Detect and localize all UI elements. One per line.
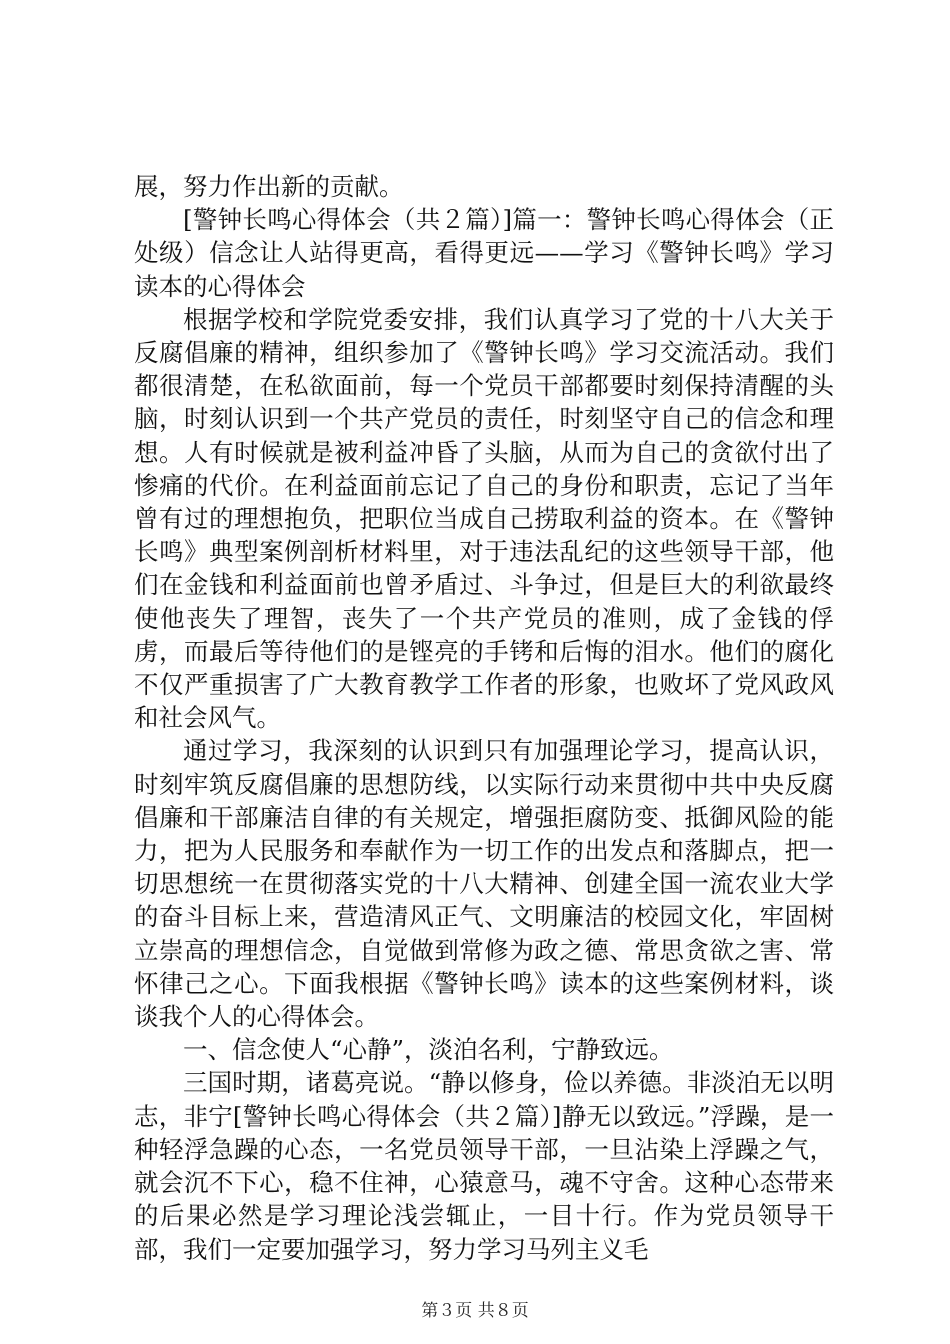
section-heading-1: 一、信念使人“心静”，淡泊名利，宁静致远。	[183, 1035, 674, 1065]
document-body	[134, 170, 834, 1266]
paragraph-body-1: 根据学校和学院党委安排，我们认真学习了党的十八大关于反腐倡廉的精神，组织参加了《警钟长鸣》学习交流活动。我们都很清楚，在私欲面前，每一个党员干部都要时刻保持清醒的头脑，时刻认识到一个共产党员的责任，时刻坚守自己的信念和理想。人有时候就是被利益冲昏了头脑，从而为自己的贪欲付出了惨痛的代价。在利益面前忘记了自己的身份和职责，忘记了当年曾有过的理想抱负，把职位当成自己捞取利益的资本。在《警钟长鸣》典型案例剖析材料里，对于违法乱纪的这些领导干部，他们在金钱和利益面前也曾矛盾过、斗争过，但是巨大的利欲最终使他丧失了理智，丧失了一个共产党员的准则，成了金钱的俘虏，而最后等待他们的是铿亮的手铐和后悔的泪水。他们的腐化不仅严重损害了广大教育教学工作者的形象，也败坏了党风政风和社会风气。	[134, 304, 834, 733]
paragraph-heading: [警钟长鸣心得体会（共２篇）]篇一：警钟长鸣心得体会（正处级）信念让人站得更高，看得更远——学习《警钟长鸣》学习读本的心得体会	[134, 205, 834, 301]
paragraph-body-2: 通过学习，我深刻的认识到只有加强理论学习，提高认识，时刻牢筑反腐倡廉的思想防线，以实际行动来贯彻中共中央反腐倡廉和干部廉洁自律的有关规定，增强拒腐防变、抵御风险的能力，把为人民服务和奉献作为一切工作的出发点和落脚点，把一切思想统一在贯彻落实党的十八大精神、创建全国一流农业大学的奋斗目标上来，营造清风正气、文明廉洁的校园文化，牢固树立崇高的理想信念，自觉做到常修为政之德、常思贪欲之害、常怀律己之心。下面我根据《警钟长鸣》读本的这些案例材料，谈谈我个人的心得体会。	[134, 736, 834, 1032]
page-number-footer: 第３页 共８页	[421, 1301, 529, 1321]
paragraph-body-3: 三国时期，诸葛亮说。“静以修身，俭以养德。非淡泊无以明志，非宁[警钟长鸣心得体会（共２篇）]静无以致远。”浮躁，是一种轻浮急躁的心态，一名党员领导干部，一旦沾染上浮躁之气，就会沉不下心，稳不住神，心猿意马，魂不守舍。这种心态带来的后果必然是学习理论浅尝辄止，一目十行。作为党员领导干部，我们一定要加强学习，努力学习马列主义毛	[134, 1068, 834, 1264]
paragraph-continuation: 展，努力作出新的贡献。	[134, 172, 404, 201]
